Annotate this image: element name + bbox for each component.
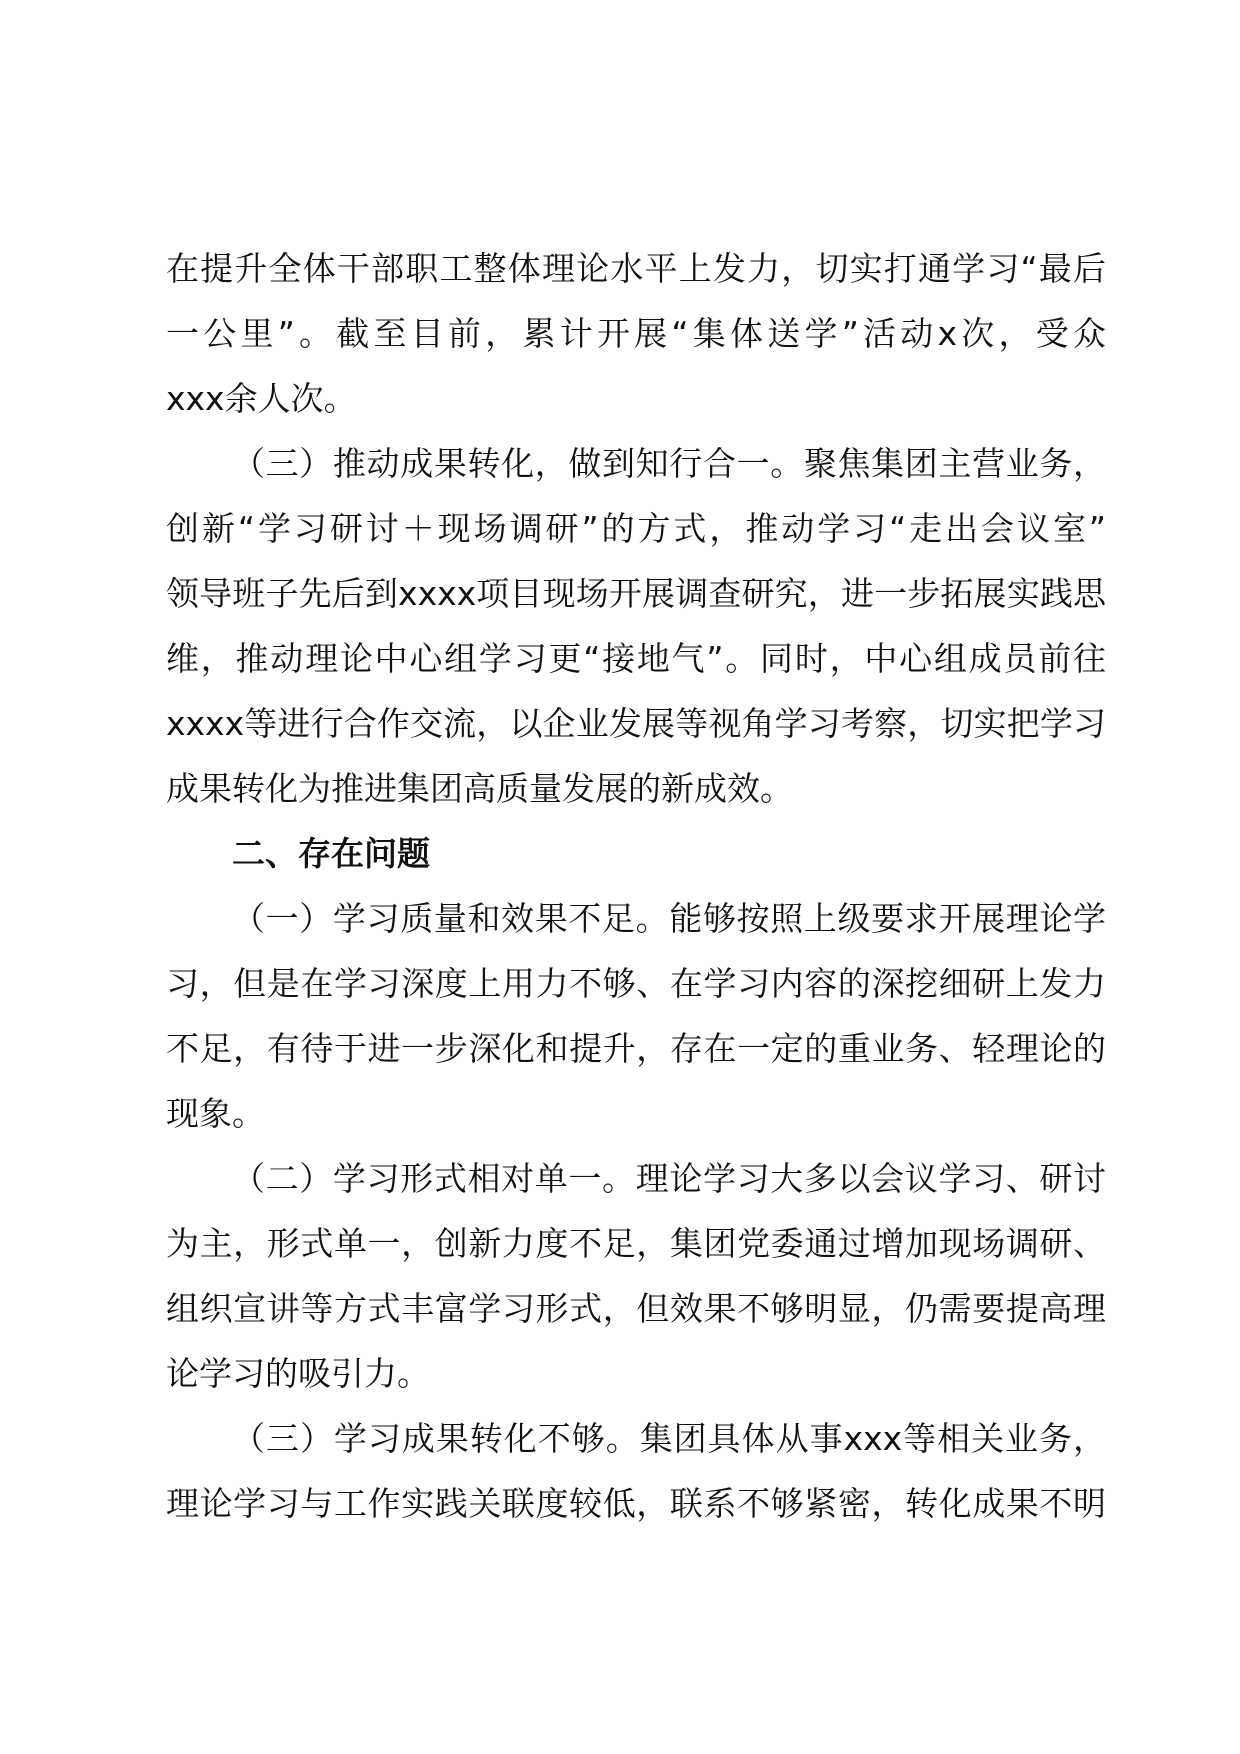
paragraph-line: （三）推动成果转化，做到知行合一。聚焦集团主营业务， [232, 444, 1106, 483]
paragraph-line: 成果转化为推进集团高质量发展的新成效。 [166, 769, 793, 808]
paragraph-line: xxxx等进行合作交流，以企业发展等视角学习考察，切实把学习 [166, 704, 1106, 743]
paragraph-line: 在提升全体干部职工整体理论水平上发力，切实打通学习“最后 [166, 249, 1106, 288]
paragraph-line: 组织宣讲等方式丰富学习形式，但效果不够明显，仍需要提高理 [166, 1289, 1106, 1328]
paragraph-line: （二）学习形式相对单一。理论学习大多以会议学习、研讨 [232, 1159, 1106, 1198]
paragraph-line: 现象。 [166, 1094, 265, 1133]
paragraph-line: 不足，有待于进一步深化和提升，存在一定的重业务、轻理论的 [166, 1029, 1106, 1068]
paragraph-line: 创新“学习研讨＋现场调研”的方式，推动学习“走出会议室” [166, 509, 1106, 548]
paragraph-line: 习，但是在学习深度上用力不够、在学习内容的深挖细研上发力 [166, 964, 1106, 1003]
paragraph-line: 领导班子先后到xxxx项目现场开展调查研究，进一步拓展实践思 [166, 574, 1106, 613]
document-body [166, 236, 1106, 1536]
paragraph-line: 一公里”。截至目前，累计开展“集体送学”活动x次，受众 [166, 314, 1106, 353]
paragraph-line: 理论学习与工作实践关联度较低，联系不够紧密，转化成果不明 [166, 1484, 1106, 1523]
paragraph-line: （三）学习成果转化不够。集团具体从事xxx等相关业务， [232, 1419, 1106, 1458]
paragraph-line: 维，推动理论中心组学习更“接地气”。同时，中心组成员前往 [166, 639, 1106, 678]
paragraph-line: 论学习的吸引力。 [166, 1354, 430, 1393]
paragraph-line: xxx余人次。 [166, 379, 357, 418]
paragraph-line: （一）学习质量和效果不足。能够按照上级要求开展理论学 [232, 899, 1106, 938]
paragraph-line: 为主，形式单一，创新力度不足，集团党委通过增加现场调研、 [166, 1224, 1106, 1263]
section-heading: 二、存在问题 [232, 834, 430, 873]
